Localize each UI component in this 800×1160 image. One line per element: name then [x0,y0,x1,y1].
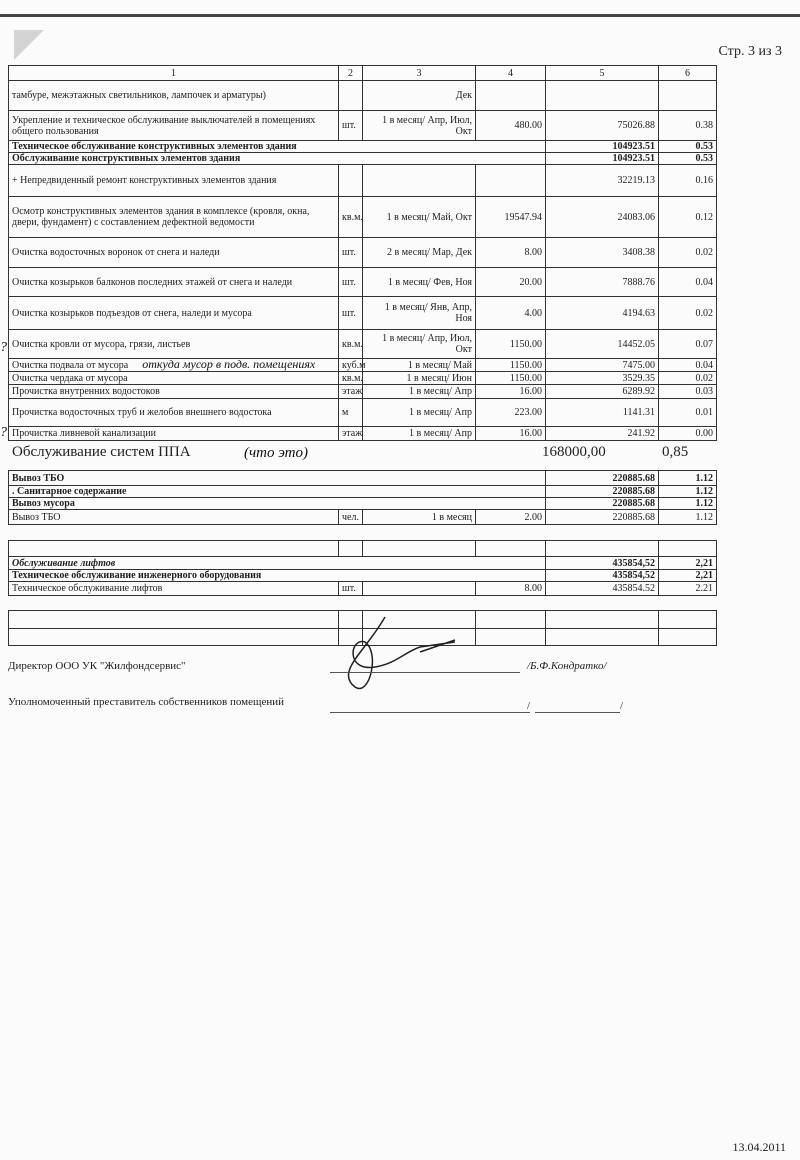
table-row [9,541,717,557]
table-cell: Прочистка ливневой канализации [9,427,339,441]
slash: / [527,700,531,712]
representative-name-line [535,712,620,713]
handwritten-question-mark: ? [0,340,7,355]
table-cell: 0.03 [659,385,717,399]
ppa-label: Обслуживание систем ППА [12,444,191,460]
table-cell: шт. [339,268,363,297]
table-cell [339,541,363,557]
table-cell: 0.16 [659,165,717,197]
table-cell: 2 в месяц/ Мар, Дек [363,238,476,268]
table-cell [9,611,339,629]
table-cell: тамбуре, межэтажных светильников, лампочек и арматуры) [9,81,339,111]
scan-edge [0,14,800,17]
table-cell: Вывоз мусора [9,498,546,510]
representative-title: Уполномоченный преставитель собственников помещений [8,696,284,708]
ppa-row [12,444,716,464]
table-cell [363,165,476,197]
table-cell: Прочистка водосточных труб и желобов внешнего водостока [9,399,339,427]
table-cell: 220885.68 [546,486,659,498]
table-cell: 0.04 [659,359,717,372]
table-cell: кв.м. [339,330,363,359]
header-cell: 2 [339,66,363,81]
table-cell: Очистка кровли от мусора, грязи, листьев [9,330,339,359]
table-cell: 223.00 [476,399,546,427]
table-cell: 1141.31 [546,399,659,427]
table-cell [476,611,546,629]
table-cell: 0.38 [659,111,717,141]
table-cell: 1.12 [659,471,717,486]
summary-row [9,153,717,165]
table-cell: 2.21 [659,582,717,596]
slash: / [620,700,624,712]
table-cell: 2,21 [659,557,717,570]
table-row [9,385,717,399]
table-cell: 1150.00 [476,330,546,359]
table-cell: 1.12 [659,498,717,510]
table-cell: 220885.68 [546,471,659,486]
table-cell: 480.00 [476,111,546,141]
table-row [9,582,717,596]
table-cell [476,165,546,197]
table-cell: Обслуживание конструктивных элементов здания [9,153,546,165]
table-cell: 0.53 [659,141,717,153]
representative-signature-line [330,712,530,713]
table-cell: шт. [339,297,363,330]
table-row [9,165,717,197]
table-cell: 1 в месяц [363,510,476,525]
table-cell [339,81,363,111]
table-cell: Очистка водосточных воронок от снега и наледи [9,238,339,268]
table-cell: 3529.35 [546,372,659,385]
table-cell: 8.00 [476,582,546,596]
table-cell [363,582,476,596]
header-row [9,66,717,81]
table-cell: 1 в месяц/ Июн [363,372,476,385]
table-cell: кв.м. [339,372,363,385]
table-row [9,399,717,427]
table-cell: Вывоз ТБО [9,510,339,525]
table-cell: 1 в месяц/ Апр [363,385,476,399]
table-cell: 32219.13 [546,165,659,197]
table-cell: 104923.51 [546,153,659,165]
header-cell: 6 [659,66,717,81]
header-cell: 5 [546,66,659,81]
table-cell: 1 в месяц/ Янв, Апр, Ноя [363,297,476,330]
services-table-elevators [8,540,717,596]
folded-corner [14,30,44,60]
table-cell: 1.12 [659,510,717,525]
table-row [9,372,717,385]
table-cell: Укрепление и техническое обслуживание выключателей в помещениях общего пользования [9,111,339,141]
table-row [9,81,717,111]
signature-image [325,612,475,702]
table-row [9,297,717,330]
table-cell: Дек [363,81,476,111]
table-cell: 1 в месяц/ Май, Окт [363,197,476,238]
table-cell: Прочистка внутренних водостоков [9,385,339,399]
handwritten-note-what: (что это) [244,445,308,461]
table-cell: 0.02 [659,372,717,385]
services-table-constructive [8,65,717,441]
table-cell: 1150.00 [476,359,546,372]
summary-row [9,486,717,498]
page-number: Стр. 3 из 3 [718,44,782,59]
summary-row [9,498,717,510]
table-cell [546,629,659,646]
ppa-sum: 168000,00 [542,444,606,460]
table-cell: 16.00 [476,385,546,399]
table-cell: 1 в месяц/ Май [363,359,476,372]
table-cell: Очистка чердака от мусора [9,372,339,385]
table-cell: Очистка козырьков балконов последних этажей от снега и наледи [9,268,339,297]
table-cell [476,541,546,557]
table-cell: 2,21 [659,570,717,582]
table-cell: 20.00 [476,268,546,297]
table-cell: Техническое обслуживание инженерного оборудования [9,570,546,582]
signature-line [330,672,520,673]
table-cell: 19547.94 [476,197,546,238]
table-cell [476,81,546,111]
table-cell: 75026.88 [546,111,659,141]
table-cell: 1150.00 [476,372,546,385]
table-cell: 4.00 [476,297,546,330]
table-cell [659,541,717,557]
table-cell: 1.12 [659,486,717,498]
table-cell: + Непредвиденный ремонт конструктивных элементов здания [9,165,339,197]
table-cell: 8.00 [476,238,546,268]
table-cell: 3408.38 [546,238,659,268]
table-cell: 220885.68 [546,498,659,510]
header-cell: 1 [9,66,339,81]
summary-row [9,557,717,570]
table-cell: 104923.51 [546,141,659,153]
table-cell: шт. [339,238,363,268]
table-cell: 24083.06 [546,197,659,238]
table-cell: 1 в месяц/ Фев, Ноя [363,268,476,297]
table-cell: 6289.92 [546,385,659,399]
summary-row [9,471,717,486]
table-row [9,359,717,372]
table-cell: шт. [339,582,363,596]
table-cell: 435854,52 [546,557,659,570]
handwritten-note-basement: откуда мусор в подв. помещениях [142,357,316,371]
table-cell: 1 в месяц/ Апр [363,427,476,441]
table-cell: 4194.63 [546,297,659,330]
table-row [9,427,717,441]
handwritten-question-mark: ? [0,424,7,440]
summary-row [9,141,717,153]
table-cell: чел. [339,510,363,525]
table-cell: Вывоз ТБО [9,471,546,486]
table-cell: . Санитарное содержание [9,486,546,498]
table-cell: Техническое обслуживание конструктивных элементов здания [9,141,546,153]
table-cell: кв.м. [339,197,363,238]
table-cell: 0.02 [659,297,717,330]
table-cell: 16.00 [476,427,546,441]
table-cell [363,541,476,557]
table-cell: Очистка подвала от мусора откуда мусор в подв. помещениях [9,359,339,372]
header-cell: 3 [363,66,476,81]
table-cell: 0.12 [659,197,717,238]
table-cell [546,81,659,111]
table-row [9,111,717,141]
summary-row [9,570,717,582]
table-cell [546,541,659,557]
table-row [9,268,717,297]
table-cell: 0.01 [659,399,717,427]
table-cell: 2.00 [476,510,546,525]
table-cell: 435854,52 [546,570,659,582]
table-cell [659,629,717,646]
table-cell: 7475.00 [546,359,659,372]
table-cell: 7888.76 [546,268,659,297]
table-cell [9,629,339,646]
table-cell: 1 в месяц/ Апр, Июл, Окт [363,111,476,141]
table-cell: 1 в месяц/ Апр, Июл, Окт [363,330,476,359]
table-cell: Техническое обслуживание лифтов [9,582,339,596]
table-cell: 241.92 [546,427,659,441]
table-row [9,330,717,359]
table-cell: 1 в месяц/ Апр [363,399,476,427]
table-cell: 14452.05 [546,330,659,359]
table-cell: 435854.52 [546,582,659,596]
document-date: 13.04.2011 [732,1140,786,1154]
table-cell: этаж [339,385,363,399]
table-row [9,197,717,238]
table-cell [9,541,339,557]
table-cell: 0.04 [659,268,717,297]
table-cell: 0.00 [659,427,717,441]
table-cell [339,165,363,197]
table-cell: этаж [339,427,363,441]
ppa-rate: 0,85 [662,444,689,460]
table-cell: 0.02 [659,238,717,268]
table-row [9,238,717,268]
table-cell: Обслуживание лифтов [9,557,546,570]
header-cell: 4 [476,66,546,81]
table-cell: м [339,399,363,427]
table-cell: Очистка козырьков подъездов от снега, наледи и мусора [9,297,339,330]
director-name: /Б.Ф.Кондратко/ [527,660,607,672]
table-cell [659,611,717,629]
table-cell: 0.07 [659,330,717,359]
table-cell: Осмотр конструктивных элементов здания в комплексе (кровля, окна, двери, фундамент) с составлением дефектной ведомости [9,197,339,238]
table-cell [659,81,717,111]
table-cell: 220885.68 [546,510,659,525]
table-cell: шт. [339,111,363,141]
director-title: Директор ООО УК "Жилфондсервис" [8,660,186,672]
table-cell [476,629,546,646]
table-cell: куб.м [339,359,363,372]
services-table-waste [8,470,717,525]
table-cell [546,611,659,629]
table-cell: 0.53 [659,153,717,165]
table-row [9,510,717,525]
